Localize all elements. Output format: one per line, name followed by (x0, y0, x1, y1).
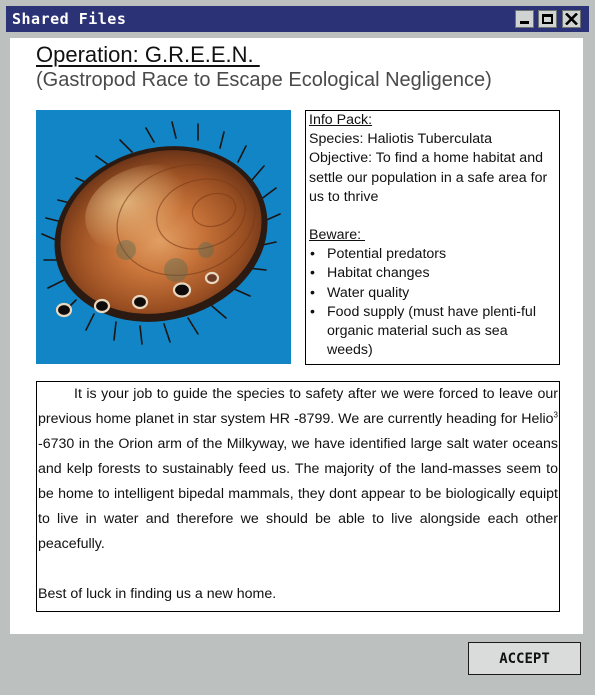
abalone-shell-photo (36, 110, 291, 364)
beware-item: • Water quality (309, 284, 556, 303)
minimize-button[interactable] (515, 10, 534, 28)
window-title: Shared Files (12, 10, 127, 28)
file-content-panel (10, 38, 583, 634)
beware-item: • Food supply (must have plenti-ful organic material such as sea weeds) (309, 303, 556, 361)
abalone-shell-illustration (36, 110, 291, 364)
briefing-closing: Best of luck in finding us a new home. (38, 586, 277, 602)
close-icon (565, 13, 578, 25)
maximize-icon (542, 14, 553, 24)
info-pack-box (305, 110, 560, 365)
info-pack-heading: Info Pack: (309, 112, 373, 128)
mission-subtitle: (Gastropod Race to Escape Ecological Negligence) (36, 69, 492, 91)
title-bar[interactable] (6, 6, 589, 32)
beware-heading: Beware: (309, 227, 365, 244)
info-pack-species: Species: Haliotis Tuberculata (309, 131, 492, 148)
briefing-paragraph (38, 382, 558, 557)
briefing-text-part2: -6730 in the Orion arm of the Milkyway, we have identified large salt water oceans and kelp forests to sustainably feed us. The majority of the land-masses seem to be home to intelligent bipedal mammals, they dont appear to be biologically equipt to live in water and therefore we should be able to live alongside each other peacefully. (38, 436, 558, 552)
mission-briefing-box (36, 381, 560, 612)
briefing-superscript: 3 (553, 410, 558, 420)
beware-list (309, 245, 556, 360)
info-pack-objective: Objective: To find a home habitat and settle our population in a safe area for us to thrive (309, 150, 548, 205)
accept-button[interactable]: ACCEPT (468, 642, 581, 675)
mission-title: Operation: G.R.E.E.N. (36, 42, 260, 67)
minimize-icon (520, 21, 529, 24)
maximize-button[interactable] (538, 10, 557, 28)
beware-item: • Habitat changes (309, 264, 556, 283)
close-button[interactable] (562, 10, 581, 28)
briefing-text-part1: It is your job to guide the species to safety after we were forced to leave our previous home planet in star system HR -8799. We are currently heading for Helio (38, 386, 558, 427)
beware-item: • Potential predators (309, 245, 556, 264)
